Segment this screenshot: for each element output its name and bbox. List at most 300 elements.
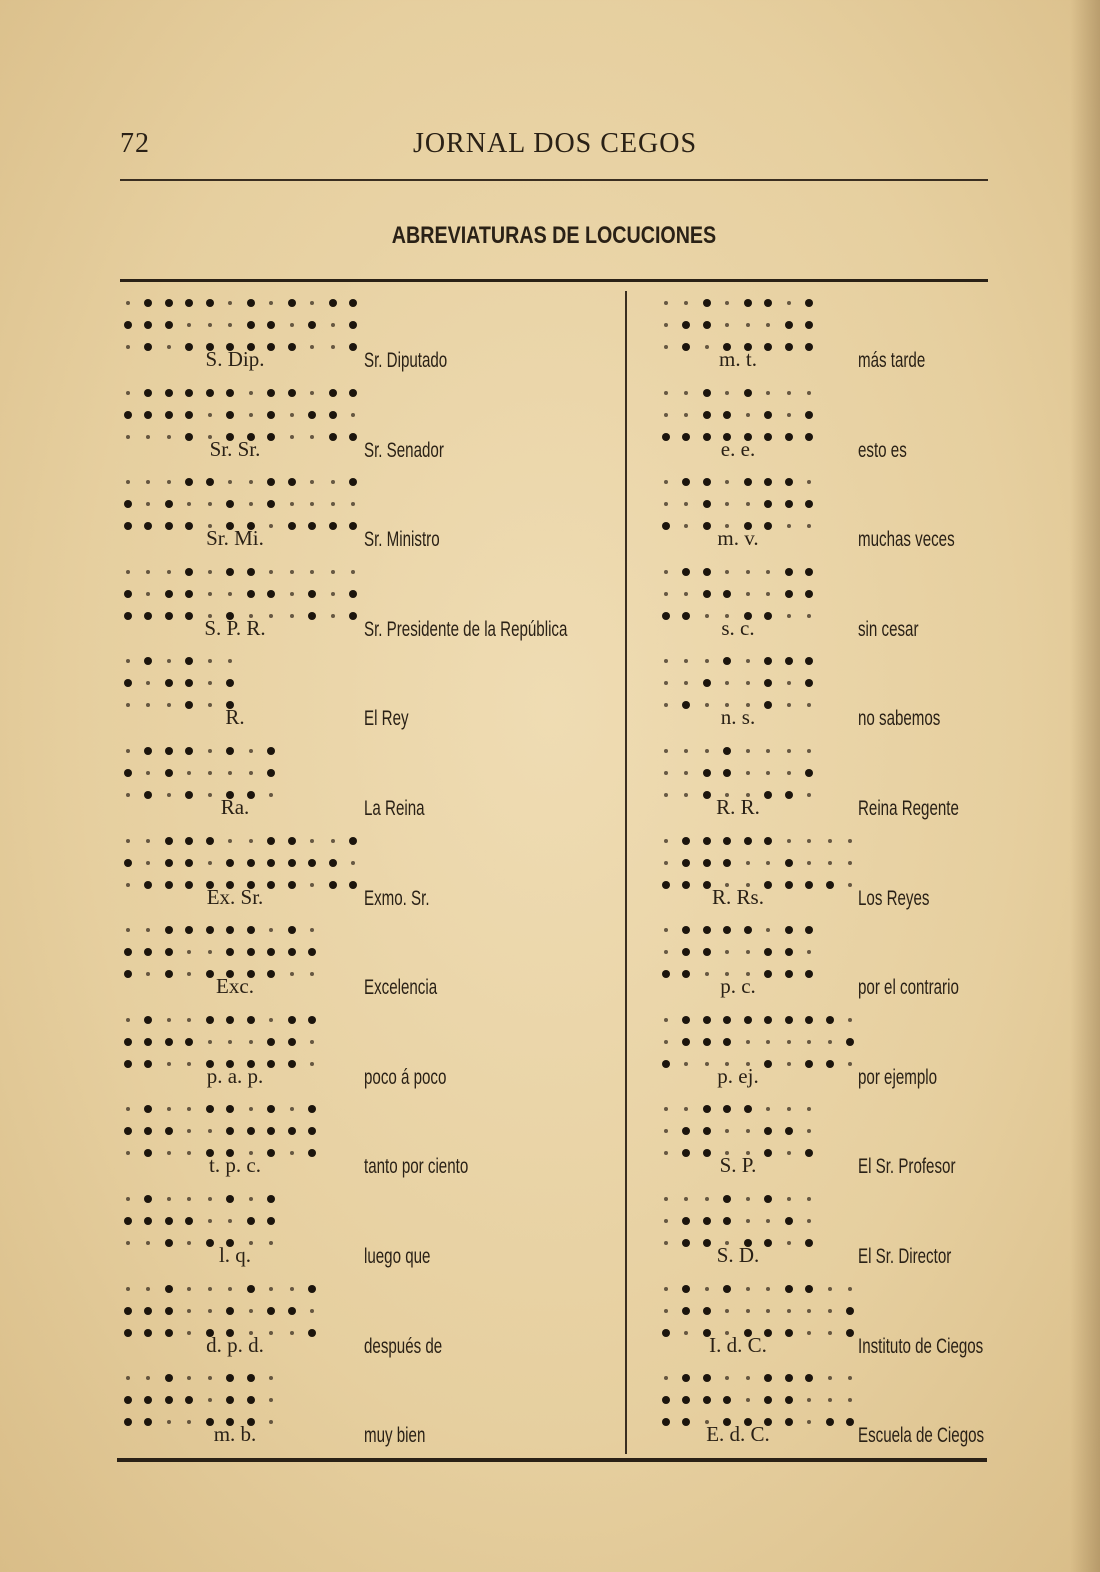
braille-dot-flat xyxy=(167,1018,171,1022)
braille-dot-raised xyxy=(165,411,173,419)
braille-dot-flat xyxy=(167,659,171,663)
braille-dot-flat xyxy=(146,592,150,596)
braille-dot-flat xyxy=(208,1197,212,1201)
braille-cell xyxy=(662,1097,704,1153)
braille-dot-raised xyxy=(805,321,813,329)
braille-dot-raised xyxy=(682,1127,690,1135)
braille-dot-raised xyxy=(124,500,132,508)
braille-cell xyxy=(662,1366,704,1422)
braille-cell xyxy=(744,739,786,795)
braille-dot-raised xyxy=(226,568,234,576)
braille-dot-flat xyxy=(126,659,130,663)
braille-cell xyxy=(785,739,827,795)
braille-dot-raised xyxy=(308,859,316,867)
braille-dot-raised xyxy=(267,389,275,397)
braille-dot-flat xyxy=(664,1309,668,1313)
braille-dot-raised xyxy=(682,1038,690,1046)
braille-cell xyxy=(288,560,330,616)
braille-dot-raised xyxy=(723,747,731,755)
braille-dot-flat xyxy=(746,1219,750,1223)
braille-cell xyxy=(662,649,704,705)
braille-dot-raised xyxy=(267,948,275,956)
braille-dot-flat xyxy=(310,391,314,395)
braille-dot-flat xyxy=(228,1219,232,1223)
braille-dot-flat xyxy=(746,1287,750,1291)
braille-cell xyxy=(165,1097,207,1153)
braille-cell xyxy=(124,739,166,795)
braille-dot-flat xyxy=(269,928,273,932)
braille-dot-flat xyxy=(828,839,832,843)
braille-dot-raised xyxy=(144,1396,152,1404)
braille-dot-flat xyxy=(684,1107,688,1111)
braille-cell xyxy=(329,560,371,616)
braille-dot-flat xyxy=(167,480,171,484)
braille-dot-flat xyxy=(228,592,232,596)
braille-cell xyxy=(206,1097,248,1153)
braille-dot-raised xyxy=(703,769,711,777)
braille-dot-flat xyxy=(208,1309,212,1313)
braille-dot-raised xyxy=(124,321,132,329)
braille-dot-raised xyxy=(144,321,152,329)
abbreviation-entry xyxy=(120,381,600,471)
abbreviation: s. c. xyxy=(721,615,755,640)
abbreviation: m. v. xyxy=(717,526,759,551)
abbreviation: E. d. C. xyxy=(706,1422,770,1447)
braille-dot-raised xyxy=(744,478,752,486)
braille-dot-raised xyxy=(267,1217,275,1225)
braille-dot-flat xyxy=(187,1107,191,1111)
braille-dot-flat xyxy=(807,1040,811,1044)
meaning: Exmo. Sr. xyxy=(364,886,430,910)
braille-dot-raised xyxy=(744,389,752,397)
braille-cell xyxy=(288,1008,330,1064)
braille-dot-flat xyxy=(746,1129,750,1133)
braille-cell xyxy=(785,291,827,347)
braille-dot-flat xyxy=(228,839,232,843)
braille-dot-raised xyxy=(144,389,152,397)
braille-dot-flat xyxy=(766,928,770,932)
braille-dot-flat xyxy=(705,1287,709,1291)
braille-dot-flat xyxy=(766,1040,770,1044)
braille-dot-flat xyxy=(351,861,355,865)
braille-cell xyxy=(826,1008,868,1064)
abbreviation-entry xyxy=(120,1366,600,1456)
braille-dot-raised xyxy=(206,389,214,397)
braille-dot-flat xyxy=(228,659,232,663)
braille-dot-raised xyxy=(682,1396,690,1404)
braille-dot-flat xyxy=(746,1040,750,1044)
braille-dot-raised xyxy=(723,837,731,845)
braille-cell xyxy=(703,1366,745,1422)
braille-dot-flat xyxy=(684,413,688,417)
braille-cell xyxy=(165,739,207,795)
braille-cell xyxy=(662,1187,704,1243)
braille-dot-raised xyxy=(185,1217,193,1225)
braille-dot-flat xyxy=(290,413,294,417)
braille-dot-flat xyxy=(828,1309,832,1313)
braille-cell xyxy=(785,649,827,705)
braille-dot-raised xyxy=(826,881,834,889)
braille-dot-flat xyxy=(208,681,212,685)
braille-dot-raised xyxy=(144,1105,152,1113)
braille-dot-flat xyxy=(208,323,212,327)
braille-cell xyxy=(247,1277,289,1333)
braille-dot-flat xyxy=(208,1287,212,1291)
braille-dot-raised xyxy=(744,837,752,845)
braille-dot-flat xyxy=(766,391,770,395)
braille-dot-flat xyxy=(725,323,729,327)
meaning: El Sr. Profesor xyxy=(858,1155,956,1179)
braille-dot-raised xyxy=(764,478,772,486)
braille-dot-flat xyxy=(766,1107,770,1111)
braille-dot-flat xyxy=(249,839,253,843)
braille-dot-raised xyxy=(124,590,132,598)
braille-dot-flat xyxy=(187,771,191,775)
abbreviation-entry xyxy=(658,829,1100,919)
braille-cell xyxy=(288,829,330,885)
braille-cell xyxy=(662,470,704,526)
braille-dot-raised xyxy=(349,590,357,598)
braille-dot-raised xyxy=(247,299,255,307)
braille-cell xyxy=(662,381,704,437)
braille-dot-raised xyxy=(308,1127,316,1135)
braille-dot-raised xyxy=(185,926,193,934)
braille-dot-flat xyxy=(725,301,729,305)
braille-dot-raised xyxy=(703,590,711,598)
braille-cell xyxy=(247,470,289,526)
braille-dot-raised xyxy=(764,679,772,687)
braille-dot-flat xyxy=(310,301,314,305)
braille-dot-raised xyxy=(805,769,813,777)
braille-cell xyxy=(744,560,786,616)
braille-cell xyxy=(288,291,330,347)
meaning: El Rey xyxy=(364,707,409,731)
braille-dot-raised xyxy=(124,411,132,419)
braille-dot-raised xyxy=(165,1038,173,1046)
braille-cell xyxy=(124,1097,166,1153)
braille-dot-flat xyxy=(664,659,668,663)
braille-dot-raised xyxy=(165,590,173,598)
braille-cell xyxy=(703,739,745,795)
braille-dot-raised xyxy=(682,926,690,934)
abbreviation-entry xyxy=(120,649,600,739)
braille-dot-raised xyxy=(165,859,173,867)
braille-cell xyxy=(703,1277,745,1333)
braille-dot-raised xyxy=(247,1396,255,1404)
braille-dot-raised xyxy=(846,1329,854,1337)
braille-dot-flat xyxy=(664,1018,668,1022)
braille-dot-flat xyxy=(208,592,212,596)
braille-dot-flat xyxy=(126,480,130,484)
braille-cell xyxy=(206,1187,248,1243)
table-top-rule xyxy=(120,279,988,282)
braille-cell xyxy=(206,381,248,437)
braille-dot-raised xyxy=(785,478,793,486)
braille-cell xyxy=(744,918,786,974)
abbreviation-entry xyxy=(658,918,1100,1008)
braille-cell xyxy=(206,1277,248,1333)
braille-dot-raised xyxy=(805,1374,813,1382)
braille-dot-flat xyxy=(249,1197,253,1201)
braille-dot-raised xyxy=(288,299,296,307)
braille-dot-flat xyxy=(208,771,212,775)
meaning: Los Reyes xyxy=(858,886,930,910)
braille-dot-raised xyxy=(144,1195,152,1203)
braille-dot-flat xyxy=(807,950,811,954)
braille-dot-flat xyxy=(684,749,688,753)
braille-dot-flat xyxy=(787,749,791,753)
braille-dot-flat xyxy=(351,502,355,506)
braille-cell xyxy=(165,918,207,974)
braille-dot-flat xyxy=(684,592,688,596)
braille-dot-flat xyxy=(705,1197,709,1201)
braille-dot-flat xyxy=(208,749,212,753)
braille-cell xyxy=(124,1366,166,1422)
braille-dot-raised xyxy=(247,568,255,576)
braille-dot-raised xyxy=(185,679,193,687)
abbreviation-entry xyxy=(658,470,1100,560)
braille-dot-raised xyxy=(267,1195,275,1203)
braille-dot-raised xyxy=(124,679,132,687)
braille-dot-flat xyxy=(787,839,791,843)
braille-dot-raised xyxy=(247,1127,255,1135)
braille-dot-raised xyxy=(764,299,772,307)
braille-dot-raised xyxy=(226,1307,234,1315)
braille-dot-flat xyxy=(126,1197,130,1201)
meaning: no sabemos xyxy=(858,707,941,731)
braille-dot-flat xyxy=(664,1376,668,1380)
braille-dot-raised xyxy=(144,411,152,419)
braille-dot-flat xyxy=(766,570,770,574)
braille-dot-flat xyxy=(290,1287,294,1291)
braille-dot-raised xyxy=(267,747,275,755)
braille-dot-flat xyxy=(269,1398,273,1402)
braille-dot-flat xyxy=(146,502,150,506)
braille-dot-flat xyxy=(310,1309,314,1313)
column-divider xyxy=(625,291,627,1454)
braille-dot-raised xyxy=(805,299,813,307)
braille-dot-flat xyxy=(787,681,791,685)
braille-dot-raised xyxy=(247,1374,255,1382)
braille-cell xyxy=(662,829,704,885)
braille-dot-raised xyxy=(267,411,275,419)
braille-dot-flat xyxy=(146,771,150,775)
page-header xyxy=(120,128,990,172)
braille-cell xyxy=(165,829,207,885)
braille-dot-flat xyxy=(187,1197,191,1201)
braille-cell xyxy=(826,1366,868,1422)
braille-cell xyxy=(785,1187,827,1243)
braille-cell xyxy=(124,1187,166,1243)
braille-cell xyxy=(247,1187,289,1243)
braille-dot-raised xyxy=(703,1217,711,1225)
braille-dot-raised xyxy=(308,1016,316,1024)
braille-dot-raised xyxy=(723,769,731,777)
abbreviation-entry xyxy=(120,560,600,650)
braille-dot-flat xyxy=(249,1309,253,1313)
braille-dot-flat xyxy=(146,681,150,685)
braille-dot-raised xyxy=(329,411,337,419)
braille-dot-flat xyxy=(167,570,171,574)
braille-dot-flat xyxy=(187,1376,191,1380)
braille-dot-raised xyxy=(349,321,357,329)
braille-dot-flat xyxy=(208,1398,212,1402)
braille-dot-flat xyxy=(208,1129,212,1133)
braille-cell xyxy=(206,291,248,347)
braille-dot-flat xyxy=(269,301,273,305)
abbreviation-entry xyxy=(658,739,1100,829)
braille-cell xyxy=(785,1097,827,1153)
braille-cell xyxy=(785,1277,827,1333)
braille-cell xyxy=(124,1008,166,1064)
braille-dot-raised xyxy=(267,1127,275,1135)
braille-dot-flat xyxy=(746,1309,750,1313)
braille-cell xyxy=(206,470,248,526)
braille-dot-raised xyxy=(723,590,731,598)
braille-cell xyxy=(662,560,704,616)
braille-dot-raised xyxy=(226,411,234,419)
braille-dot-raised xyxy=(826,1060,834,1068)
braille-dot-flat xyxy=(664,861,668,865)
braille-dot-flat xyxy=(126,839,130,843)
braille-dot-flat xyxy=(290,502,294,506)
braille-dot-flat xyxy=(746,413,750,417)
braille-dot-raised xyxy=(247,1016,255,1024)
braille-dot-raised xyxy=(329,299,337,307)
braille-dot-raised xyxy=(682,478,690,486)
abbreviation-entry xyxy=(658,560,1100,650)
braille-cell xyxy=(206,918,248,974)
braille-dot-raised xyxy=(723,411,731,419)
meaning: sin cesar xyxy=(858,617,919,641)
braille-dot-flat xyxy=(766,1287,770,1291)
braille-dot-raised xyxy=(124,948,132,956)
braille-dot-flat xyxy=(664,928,668,932)
braille-dot-raised xyxy=(185,657,193,665)
abbreviation: d. p. d. xyxy=(206,1332,264,1357)
braille-dot-flat xyxy=(746,749,750,753)
meaning: La Reina xyxy=(364,796,425,820)
braille-dot-raised xyxy=(288,859,296,867)
braille-dot-raised xyxy=(247,1285,255,1293)
braille-dot-flat xyxy=(228,771,232,775)
braille-dot-raised xyxy=(288,926,296,934)
braille-dot-flat xyxy=(664,502,668,506)
braille-cell xyxy=(703,1008,745,1064)
braille-dot-raised xyxy=(226,1374,234,1382)
meaning: esto es xyxy=(858,438,907,462)
braille-dot-raised xyxy=(124,859,132,867)
braille-dot-flat xyxy=(228,1287,232,1291)
braille-dot-flat xyxy=(146,839,150,843)
braille-dot-raised xyxy=(682,1217,690,1225)
braille-cell xyxy=(124,381,166,437)
braille-dot-flat xyxy=(848,861,852,865)
braille-dot-raised xyxy=(785,1016,793,1024)
abbreviation-entry xyxy=(120,918,600,1008)
braille-cell xyxy=(247,1366,289,1422)
right-column xyxy=(658,291,1100,1456)
braille-dot-raised xyxy=(165,1374,173,1382)
braille-cell xyxy=(206,1008,248,1064)
braille-dot-raised xyxy=(267,590,275,598)
braille-cell xyxy=(826,829,868,885)
braille-dot-flat xyxy=(208,570,212,574)
braille-dot-raised xyxy=(308,1285,316,1293)
braille-dot-raised xyxy=(165,1217,173,1225)
header-rule xyxy=(120,179,988,181)
braille-dot-raised xyxy=(288,1127,296,1135)
braille-dot-raised xyxy=(805,1285,813,1293)
braille-dot-flat xyxy=(725,1309,729,1313)
braille-dot-raised xyxy=(744,926,752,934)
braille-dot-raised xyxy=(805,1016,813,1024)
braille-dot-flat xyxy=(684,391,688,395)
braille-dot-raised xyxy=(288,389,296,397)
braille-dot-raised xyxy=(703,1016,711,1024)
braille-dot-raised xyxy=(682,1307,690,1315)
braille-cell xyxy=(247,829,289,885)
braille-dot-flat xyxy=(664,480,668,484)
braille-dot-raised xyxy=(267,321,275,329)
meaning: luego que xyxy=(364,1244,431,1268)
braille-dot-flat xyxy=(249,391,253,395)
braille-dot-flat xyxy=(664,681,668,685)
abbreviation-entry xyxy=(658,1187,1100,1277)
braille-dot-flat xyxy=(664,570,668,574)
braille-dot-flat xyxy=(725,391,729,395)
braille-dot-flat xyxy=(766,771,770,775)
braille-dot-raised xyxy=(723,1217,731,1225)
braille-dot-raised xyxy=(185,299,193,307)
braille-dot-raised xyxy=(349,299,357,307)
braille-cell xyxy=(703,291,745,347)
braille-cell xyxy=(785,381,827,437)
braille-dot-flat xyxy=(828,1287,832,1291)
meaning: Instituto de Ciegos xyxy=(858,1334,984,1358)
braille-dot-flat xyxy=(187,1309,191,1313)
braille-dot-flat xyxy=(766,323,770,327)
braille-dot-flat xyxy=(725,681,729,685)
braille-dot-raised xyxy=(124,1038,132,1046)
braille-dot-raised xyxy=(764,1396,772,1404)
braille-dot-flat xyxy=(126,391,130,395)
braille-dot-flat xyxy=(664,391,668,395)
braille-dot-flat xyxy=(684,502,688,506)
braille-dot-flat xyxy=(208,502,212,506)
braille-dot-flat xyxy=(746,502,750,506)
table-bottom-rule xyxy=(117,1458,987,1462)
braille-dot-flat xyxy=(269,1287,273,1291)
braille-dot-raised xyxy=(144,1217,152,1225)
abbreviation: S. P. xyxy=(719,1153,757,1178)
braille-cell xyxy=(703,829,745,885)
braille-dot-raised xyxy=(185,389,193,397)
braille-dot-raised xyxy=(185,478,193,486)
braille-cell xyxy=(662,291,704,347)
abbreviation: R. xyxy=(225,705,245,730)
meaning: Escuela de Ciegos xyxy=(858,1424,985,1448)
braille-dot-flat xyxy=(746,570,750,574)
braille-dot-flat xyxy=(746,592,750,596)
braille-dot-flat xyxy=(249,749,253,753)
braille-cell xyxy=(165,1008,207,1064)
braille-dot-flat xyxy=(725,1129,729,1133)
braille-dot-flat xyxy=(331,570,335,574)
braille-dot-raised xyxy=(682,321,690,329)
braille-dot-raised xyxy=(764,1374,772,1382)
braille-dot-raised xyxy=(144,1307,152,1315)
